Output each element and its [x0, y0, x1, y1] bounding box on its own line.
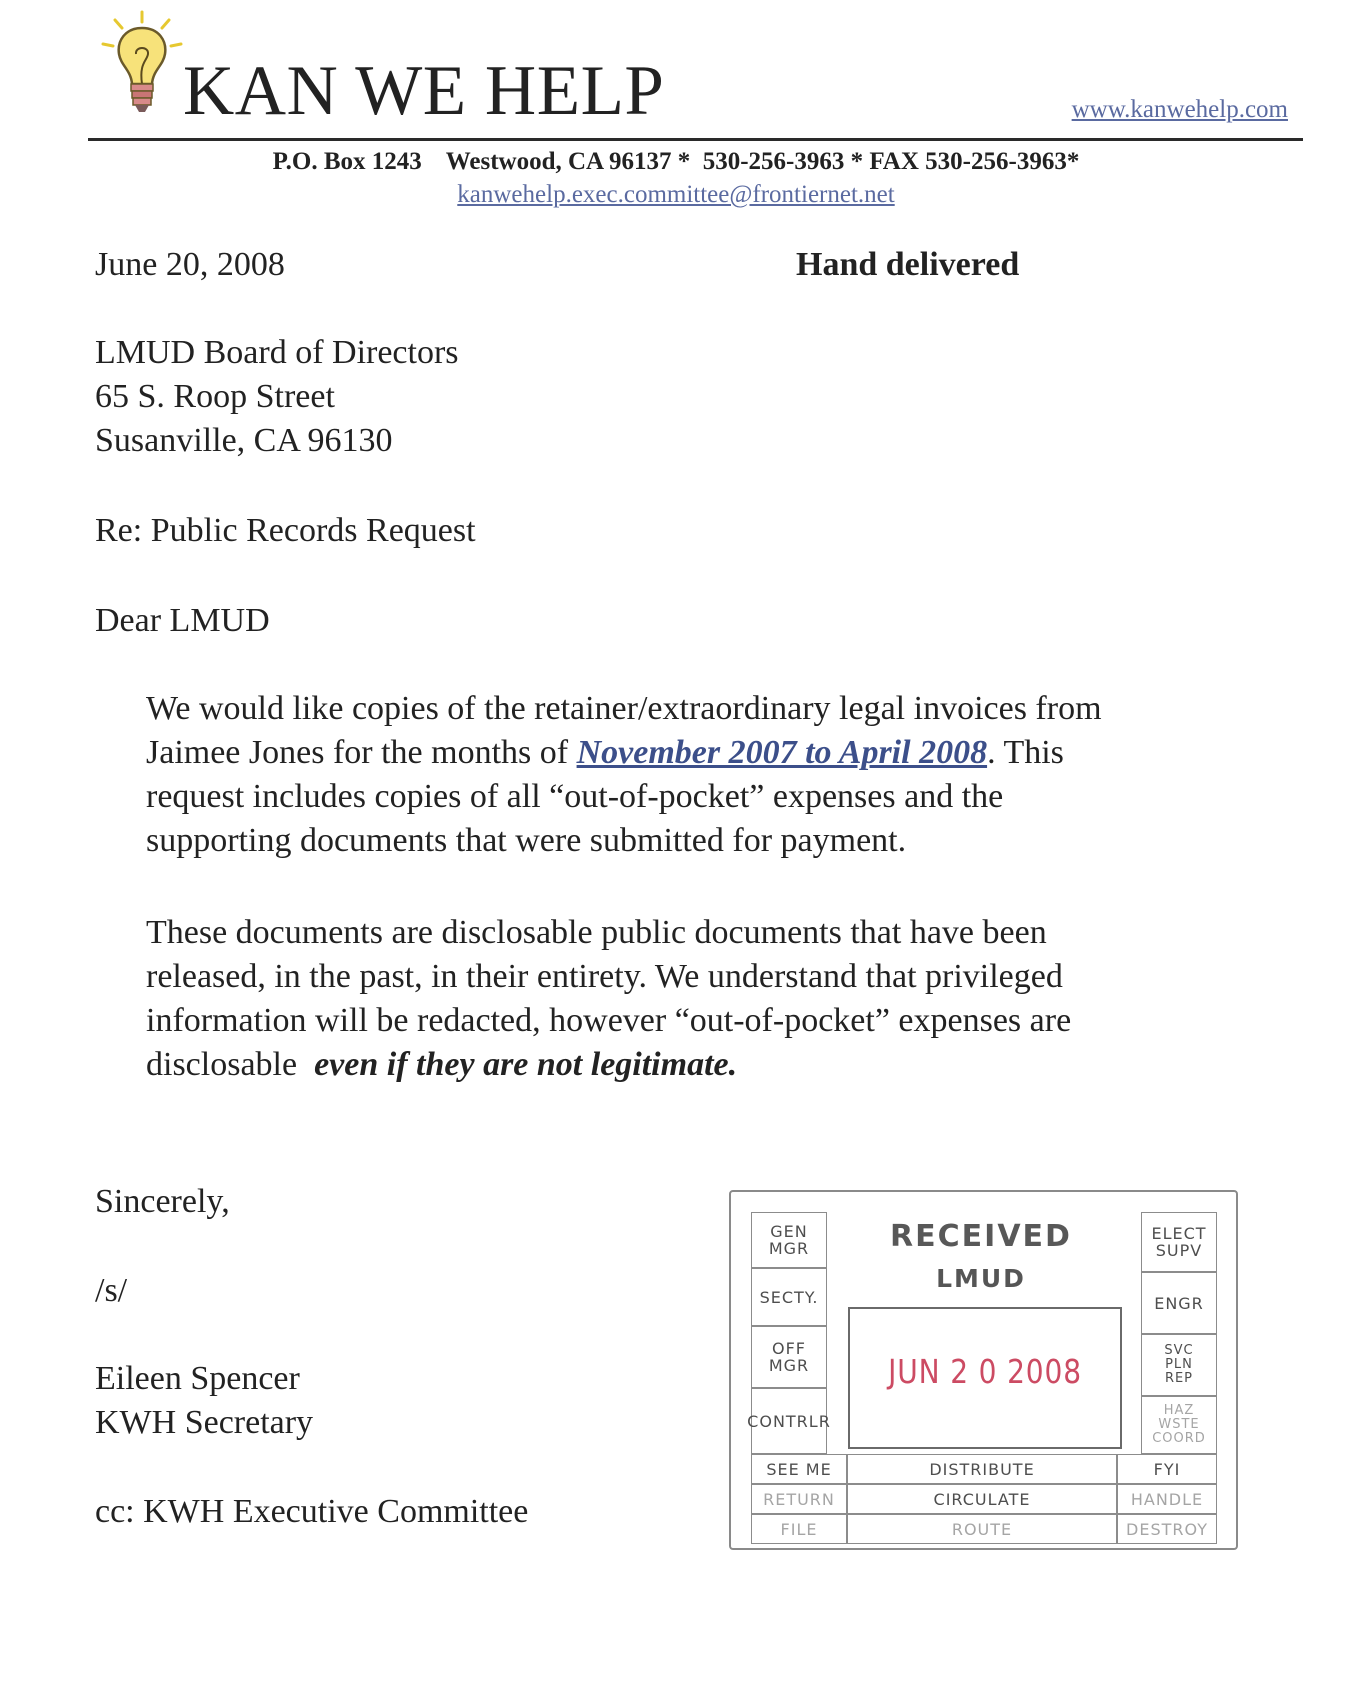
stamp-route: ROUTE	[847, 1514, 1117, 1544]
body-paragraph-2	[146, 911, 1071, 1087]
paragraph-line: request includes copies of all “out-of-pocket” expenses and the	[146, 778, 1004, 815]
paragraph-line	[146, 731, 1102, 775]
body-paragraph-1	[146, 687, 1102, 863]
stamp-see-me: SEE ME	[751, 1454, 847, 1484]
po-box: P.O. Box 1243	[272, 148, 422, 175]
stamp-distribute: DISTRIBUTE	[847, 1454, 1117, 1484]
closing: Sincerely,	[95, 1183, 230, 1220]
stamp-file: FILE	[751, 1514, 847, 1544]
stamp-box-contrlr: CONTRLR	[751, 1388, 827, 1454]
stamp-return: RETURN	[751, 1484, 847, 1514]
letterhead-address	[0, 148, 1352, 176]
lightbulb-icon	[95, 8, 190, 116]
delivery-note: Hand delivered	[796, 246, 1020, 283]
stamp-title: RECEIVED	[890, 1219, 1072, 1254]
stamp-box-gen-mgr: GEN MGR	[751, 1212, 827, 1268]
letter-date: June 20, 2008	[95, 246, 285, 283]
recipient-address	[95, 331, 459, 463]
signer-block	[95, 1357, 313, 1445]
stamp-org: LMUD	[936, 1264, 1026, 1293]
stamp-handle: HANDLE	[1117, 1484, 1217, 1514]
signer-name: Eileen Spencer	[95, 1360, 300, 1397]
fax: FAX 530-256-3963*	[869, 148, 1080, 175]
phone: 530-256-3963 *	[702, 148, 864, 175]
salutation: Dear LMUD	[95, 602, 270, 639]
cc-line: cc: KWH Executive Committee	[95, 1493, 529, 1530]
signer-title: KWH Secretary	[95, 1404, 314, 1441]
text-run: Jaimee Jones for the months of	[146, 734, 577, 771]
subject-line: Re: Public Records Request	[95, 512, 476, 549]
stamp-box-engr: ENGR	[1141, 1272, 1217, 1334]
paragraph-line: These documents are disclosable public documents that have been	[146, 914, 1047, 951]
stamp-box-secty: SECTY.	[751, 1268, 827, 1326]
paragraph-line: released, in the past, in their entirety. We understand that privileged	[146, 958, 1063, 995]
stamp-box-haz-wste: HAZ WSTE COORD	[1141, 1396, 1217, 1454]
signature: /s/	[95, 1272, 128, 1309]
stamp-box-off-mgr: OFF MGR	[751, 1326, 827, 1388]
org-name: KAN WE HELP	[183, 52, 665, 130]
stamp-fyi: FYI	[1117, 1454, 1217, 1484]
received-stamp	[729, 1190, 1238, 1550]
stamp-destroy: DESTROY	[1117, 1514, 1217, 1544]
recipient-line: LMUD Board of Directors	[95, 334, 459, 371]
text-run: disclosable	[146, 1046, 315, 1083]
stamp-box-svc-pln: SVC PLN REP	[1141, 1334, 1217, 1396]
paragraph-line: information will be redacted, however “out-of-pocket” expenses are	[146, 1002, 1072, 1039]
email-link[interactable]: kanwehelp.exec.committee@frontiernet.net	[457, 181, 895, 208]
paragraph-line	[146, 1043, 1071, 1087]
paragraph-line: supporting documents that were submitted for payment.	[146, 822, 907, 859]
recipient-line: 65 S. Roop Street	[95, 378, 335, 415]
stamp-date: JUN 2 0 2008	[888, 1352, 1082, 1391]
letterhead-divider	[88, 138, 1303, 141]
text-run: . This	[987, 734, 1064, 771]
stamp-circulate: CIRCULATE	[847, 1484, 1117, 1514]
paragraph-line: We would like copies of the retainer/extraordinary legal invoices from	[146, 690, 1102, 727]
city: Westwood, CA 96137 *	[445, 148, 691, 175]
recipient-line: Susanville, CA 96130	[95, 422, 393, 459]
bold-emphasis: even if they are not legitimate.	[314, 1046, 738, 1083]
stamp-box-elect-supv: ELECT SUPV	[1141, 1212, 1217, 1272]
date-range-emphasis: November 2007 to April 2008	[576, 734, 988, 771]
website-link[interactable]: www.kanwehelp.com	[1071, 96, 1288, 123]
